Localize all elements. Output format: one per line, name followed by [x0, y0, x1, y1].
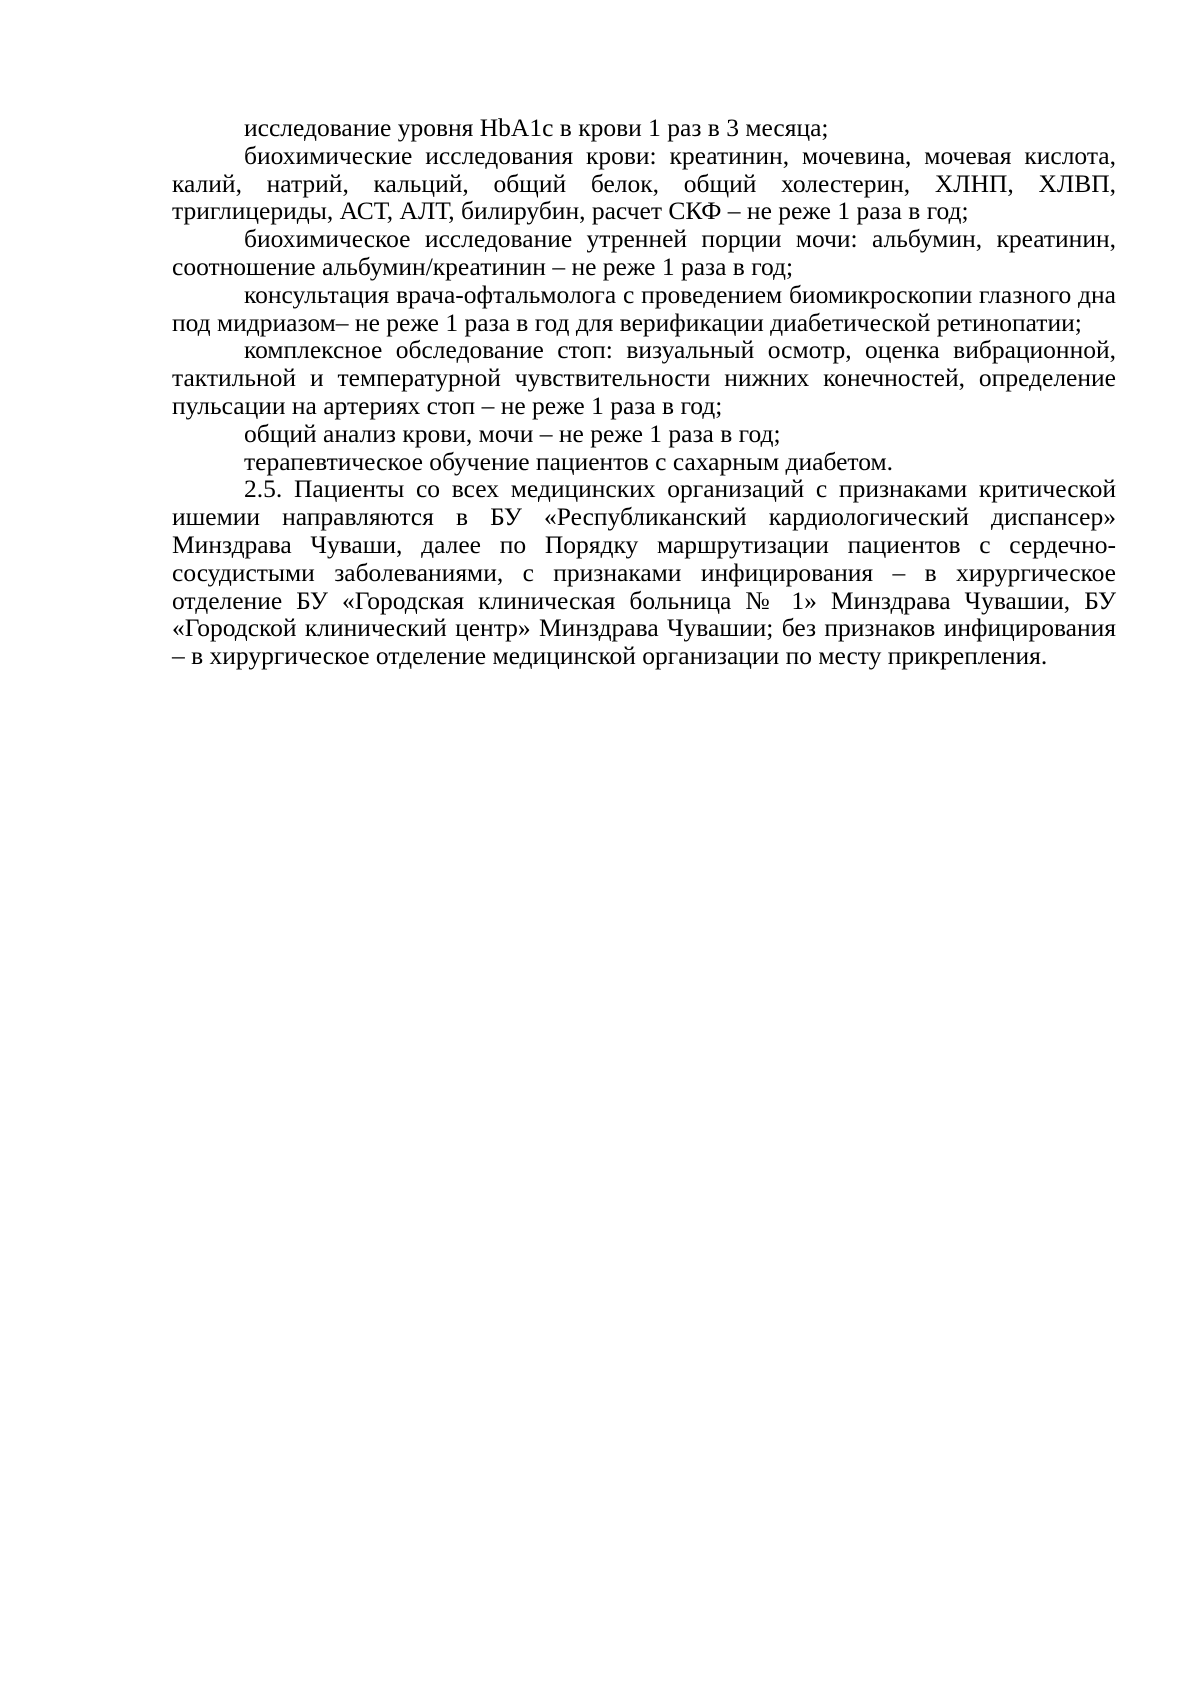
- paragraph-section-2-5: 2.5. Пациенты со всех медицинских организаций с признаками критической ишемии направляются в БУ «Республиканский кардиологический диспансер» Минздрава Чуваши, далее по Порядку маршрутизации пациентов с сердечно-сосудистыми заболеваниями, с признаками инфицирования – в хирургическое отделение БУ «Городская клиническая больница № 1» Минздрава Чувашии, БУ «Городской клинический центр» Минздрава Чувашии; без признаков инфицирования – в хирургическое отделение медицинской организации по месту прикрепления.: [172, 474, 1116, 671]
- paragraph-general-analysis: общий анализ крови, мочи – не реже 1 раза в год;: [244, 418, 781, 448]
- paragraph-foot-examination: комплексное обследование стоп: визуальный осмотр, оценка вибрационной, тактильной и температурной чувствительности нижних конечностей, определение пульсации на артериях стоп – не реже 1 раза в год;: [172, 335, 1116, 420]
- paragraph-urine-biochemistry: биохимическое исследование утренней порции мочи: альбумин, креатинин, соотношение альбумин/креатинин – не реже 1 раза в год;: [172, 224, 1116, 281]
- paragraph-blood-biochemistry: биохимические исследования крови: креатинин, мочевина, мочевая кислота, калий, натрий, кальций, общий белок, общий холестерин, ХЛНП, ХЛВП, триглицериды, АСТ, АЛТ, билирубин, расчет СКФ – не реже 1 раза в год;: [172, 140, 1116, 226]
- document-body: [172, 114, 1116, 670]
- paragraph-hba1c-test: исследование уровня HbA1c в крови 1 раз в 3 месяца;: [244, 113, 829, 142]
- paragraph-patient-education: терапевтическое обучение пациентов с сахарным диабетом.: [244, 446, 894, 476]
- paragraph-ophthalmologist-consultation: консультация врача-офтальмолога с проведением биомикроскопии глазного дна под мидриазом– не реже 1 раза в год для верификации диабетической ретинопатии;: [172, 279, 1116, 337]
